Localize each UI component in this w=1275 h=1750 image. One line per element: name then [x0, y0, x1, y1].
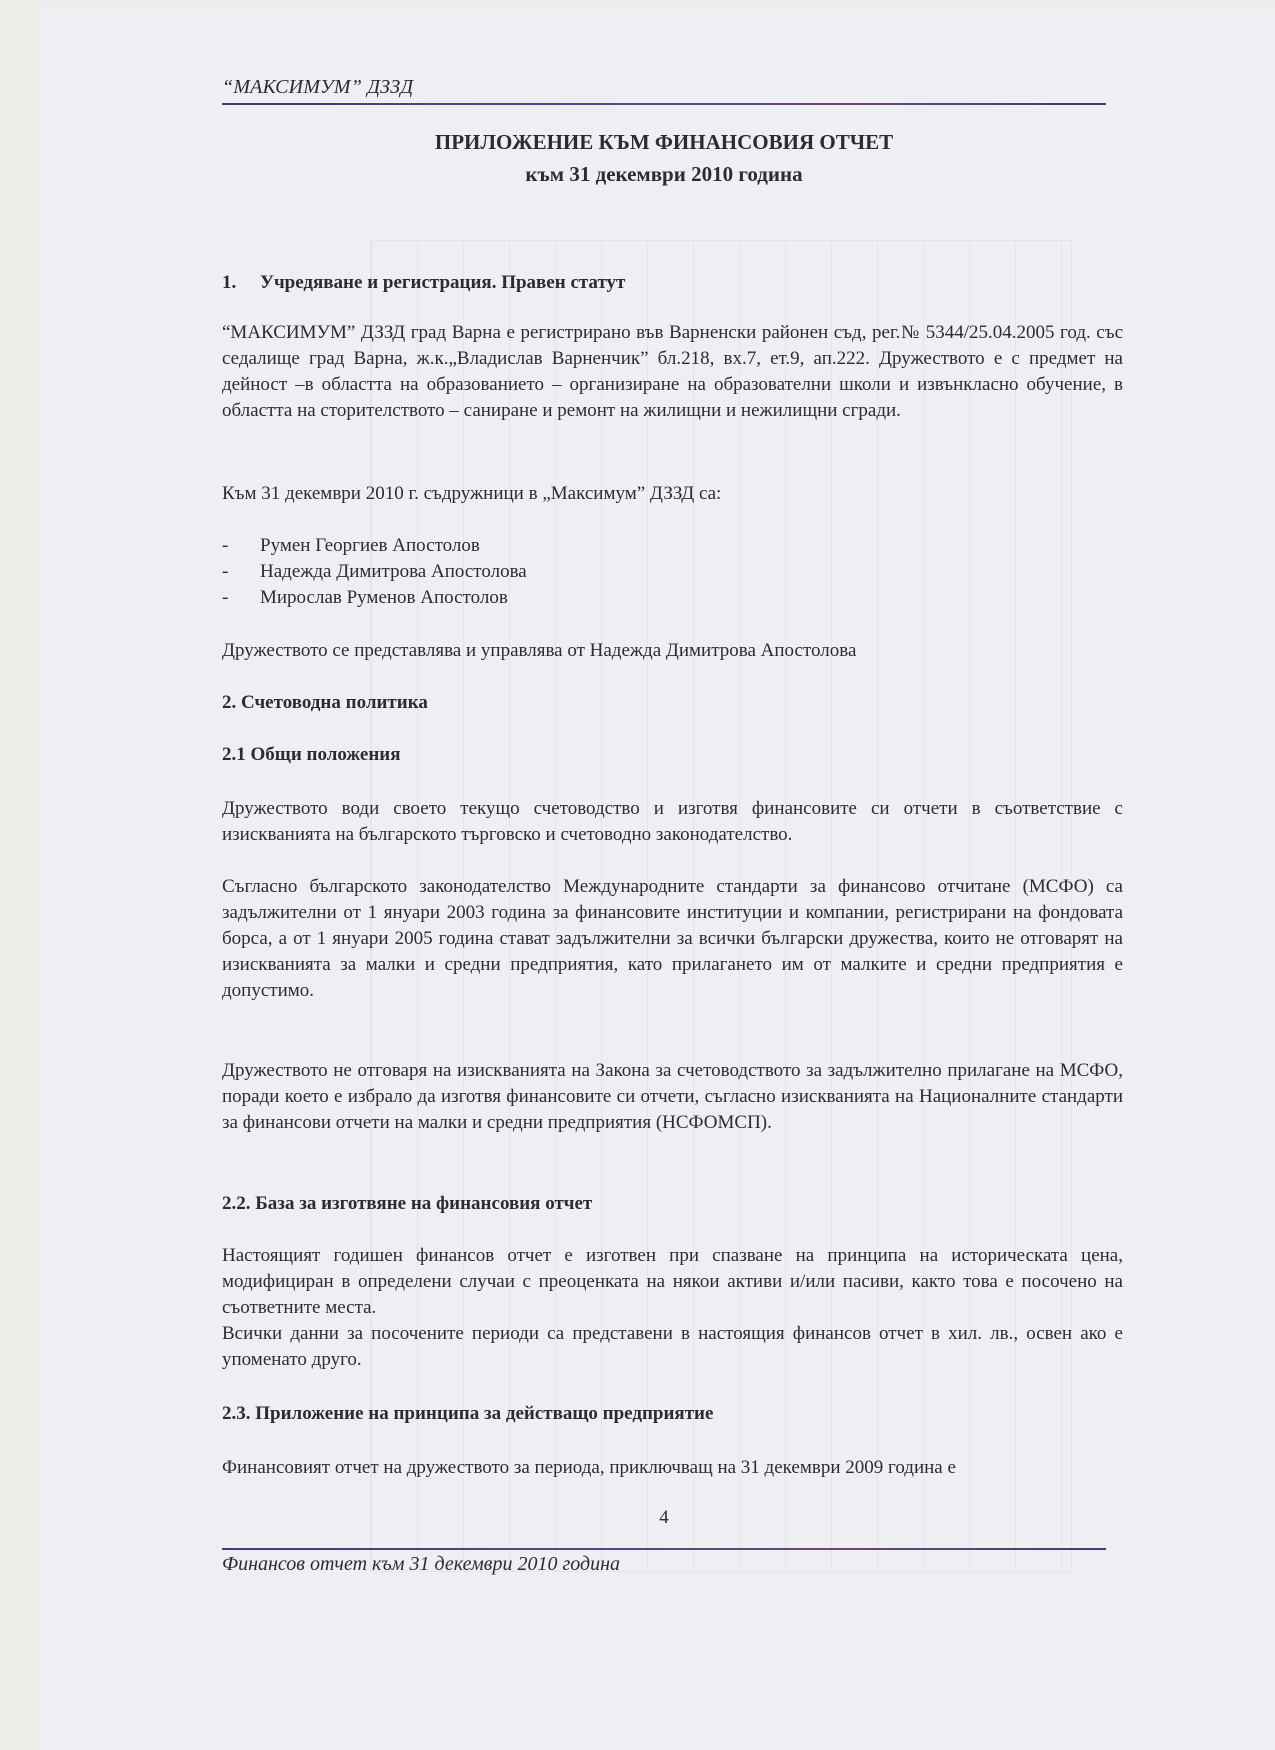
section-2-2-heading: 2.2. База за изготвяне на финансовия отчет — [222, 1193, 593, 1214]
partner-name: Мирослав Руменов Апостолов — [260, 587, 508, 608]
section-2-3-heading: 2.3. Приложение на принципа за действащо предприятие — [222, 1403, 714, 1424]
footer-text: Финансов отчет към 31 декември 2010 година — [222, 1553, 621, 1575]
running-head: “МАКСИМУМ” ДЗЗД — [222, 76, 414, 98]
section-2-2-paragraph-2: Всички данни за посочените периоди са представени в настоящия финансов отчет в хил. лв., освен ако е упоменато друго. — [222, 1323, 1123, 1370]
partner-name: Румен Георгиев Апостолов — [260, 535, 480, 556]
section-2-2-paragraph-1: Настоящият годишен финансов отчет е изготвен при спазване на принципа на историческата цена, модифициран в определени случаи с преоценката на някои активи и/или пасиви, както това е посочено на съответните места. — [222, 1245, 1123, 1318]
partners-list — [222, 533, 527, 611]
list-item — [222, 585, 527, 611]
list-item — [222, 533, 527, 559]
page-number: 4 — [659, 1507, 669, 1528]
section-1-title: Учредяване и регистрация. Правен статут — [260, 272, 626, 293]
document-subtitle: към 31 декември 2010 година — [525, 162, 803, 186]
partner-name: Надежда Димитрова Апостолова — [260, 561, 527, 582]
section-1-paragraph-management: Дружеството се представлява и управлява от Надежда Димитрова Апостолова — [222, 640, 857, 661]
section-1-number: 1. — [222, 272, 237, 293]
list-bullet: - — [222, 535, 229, 556]
footer-rule — [222, 1548, 1106, 1550]
list-bullet: - — [222, 587, 229, 608]
list-bullet: - — [222, 561, 229, 582]
section-1-paragraph-registration: “МАКСИМУМ” ДЗЗД град Варна е регистрирано във Варненски районен съд, рег.№ 5344/25.04.2005 год. със седалище град Варна, ж.к.„Владислав Варненчик” бл.218, вх.7, ет.9, ап.222. Дружеството е с предмет на дейност –в областта на образованието – организиране на образователни школи и извънкласно обучение, в областта на сторителството – саниране и ремонт на жилищни и нежилищни сгради. — [222, 322, 1123, 421]
section-2-1-paragraph-3: Дружеството не отговаря на изискванията на Закона за счетоводството за задължително прилагане на МСФО, поради което е избрало да изготвя финансовите си отчети, съгласно изискванията на Националните стандарти за финансови отчети на малки и средни предприятия (НСФОМСП). — [222, 1060, 1123, 1133]
section-2-1-paragraph-2: Съгласно българското законодателство Международните стандарти за финансово отчитане (МСФО) са задължителни от 1 януари 2003 година за финансовите институции и компании, регистрирани на фондовата борса, а от 1 януари 2005 година стават задължителни за всички български дружества, които не отговарят на изискванията за малки и средни предприятия, като прилагането им от малките и средни предприятия е допустимо. — [222, 876, 1123, 1001]
section-2-1-heading: 2.1 Общи положения — [222, 744, 401, 765]
section-1-heading — [222, 272, 625, 294]
header-rule — [222, 103, 1106, 105]
section-1-paragraph-partners-intro: Към 31 декември 2010 г. съдружници в „Максимум” ДЗЗД са: — [222, 483, 722, 504]
list-item — [222, 559, 527, 585]
section-2-1-paragraph-1: Дружеството води своето текущо счетоводство и изготвя финансовите си отчети в съответствие с изискванията на българското търговско и счетоводно законодателство. — [222, 798, 1123, 845]
section-2-heading: 2. Счетоводна политика — [222, 692, 428, 713]
section-2-3-paragraph-1: Финансовият отчет на дружеството за периода, приключващ на 31 декември 2009 година е — [222, 1457, 956, 1478]
document-title: ПРИЛОЖЕНИЕ КЪМ ФИНАНСОВИЯ ОТЧЕТ — [434, 130, 894, 154]
